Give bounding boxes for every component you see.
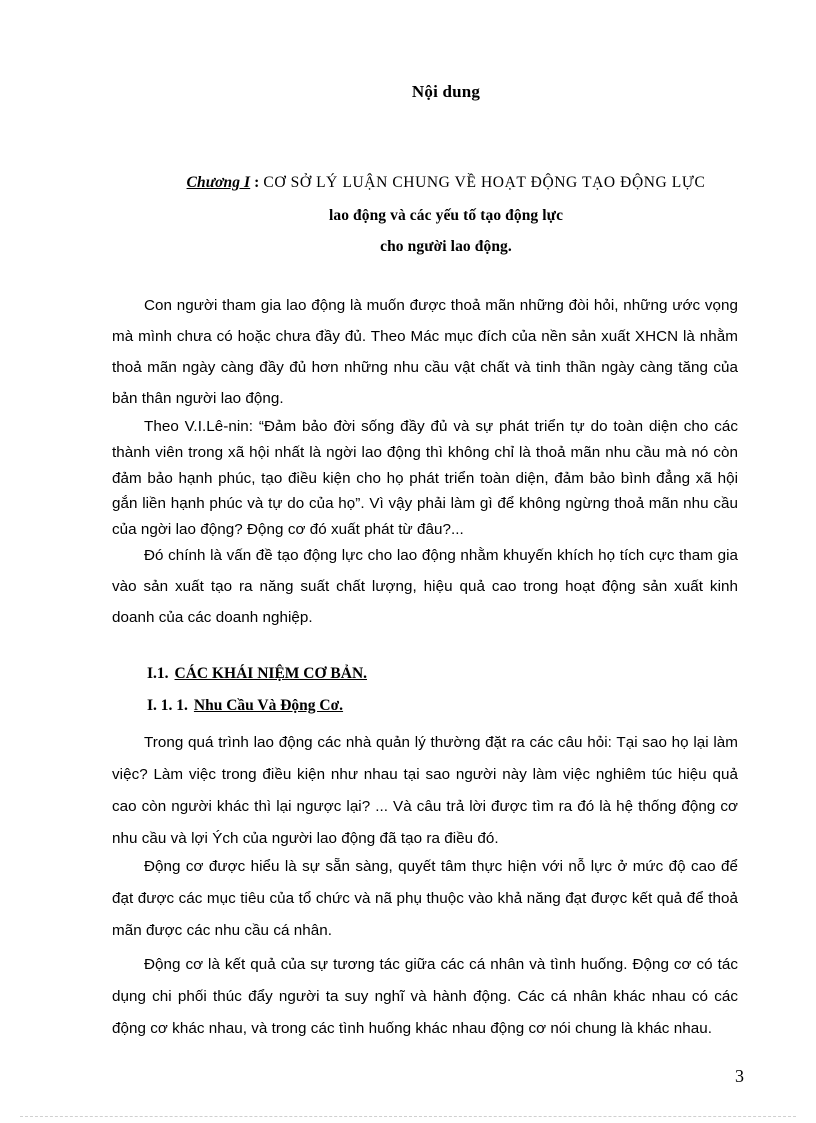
subsection-number: I. 1. 1.	[147, 697, 188, 714]
paragraph-4: Trong quá trình lao động các nhà quản lý thường đặt ra các câu hỏi: Tại sao họ lại làm việc? Làm việc trong điều kiện như nhau tại sao người này làm việc nghiêm túc hiệu quả cao còn người khác thì lại ngược lại? ... Và câu trả lời được tìm ra đó là hệ thống động cơ nhu cầu và lợi Ých của người lao động đã tạo ra điều đó.	[112, 734, 738, 847]
chapter-title-line-1: CƠ SỞ LÝ LUẬN CHUNG VỀ HOẠT ĐỘNG TẠO ĐỘNG LỰC	[263, 174, 706, 191]
page-number: 3	[735, 1066, 744, 1086]
chapter-label: Chương I	[186, 174, 251, 191]
chapter-title-line-2: lao động và các yếu tố tạo động lực	[328, 207, 564, 224]
section-number: I.1.	[147, 665, 169, 682]
paragraph-6: Động cơ là kết quả của sự tương tác giữa các cá nhân và tình huống. Động cơ có tác dụng chi phối thúc đẩy người ta suy nghĩ và hành động. Các cá nhân khác nhau có các động cơ khác nhau, và trong các tình huống khác nhau động cơ nói chung là khác nhau.	[112, 956, 738, 1037]
page-title: Nội dung	[411, 82, 481, 101]
paragraph-3: Đó chính là vấn đề tạo động lực cho lao động nhằm khuyến khích họ tích cực tham gia vào sản xuất tạo ra năng suất chất lượng, hiệu quả cao trong hoạt động sản xuất kinh doanh của các doanh nghiệp.	[112, 547, 738, 626]
paragraph-2: Theo V.I.Lê-nin: “Đảm bảo đời sống đầy đủ và sự phát triển tự do toàn diện cho các thành viên trong xã hội nhất là ngời lao động thì không chỉ là thoả mãn nhu cầu mà nó còn đảm bảo hạnh phúc, tạo điều kiện cho họ phát triển toàn diện, đảm bảo bình đẳng xã hội gắn liền hạnh phúc và tự do của họ”. Vì vậy phải làm gì để không ngừng thoả mãn nhu cầu của ngời lao động? Động cơ đó xuất phát từ đâu?...	[112, 418, 738, 539]
paragraph-5: Động cơ được hiểu là sự sẵn sàng, quyết tâm thực hiện với nỗ lực ở mức độ cao để đạt được các mục tiêu của tổ chức và nã phụ thuộc vào khả năng đạt được kết quả để thoả mãn được các nhu cầu cá nhân.	[112, 858, 738, 939]
paragraph-1: Con người tham gia lao động là muốn được thoả mãn những đòi hỏi, những ước vọng mà mình chưa có hoặc chưa đầy đủ. Theo Mác mục đích của nền sản xuất XHCN là nhằm thoả mãn ngày càng đầy đủ hơn những nhu cầu vật chất và tinh thần ngày càng tăng của bản thân người lao động.	[112, 297, 738, 407]
subsection-heading	[147, 697, 343, 715]
page-bottom-border	[20, 1116, 796, 1117]
section-heading-1	[147, 665, 367, 683]
subsection-title: Nhu Cầu Và Động Cơ.	[193, 697, 344, 714]
chapter-heading	[0, 174, 816, 192]
chapter-separator: :	[250, 174, 264, 191]
chapter-title-line-3: cho người lao động.	[380, 238, 512, 255]
section-title: CÁC KHÁI NIỆM CƠ BẢN.	[174, 665, 368, 682]
